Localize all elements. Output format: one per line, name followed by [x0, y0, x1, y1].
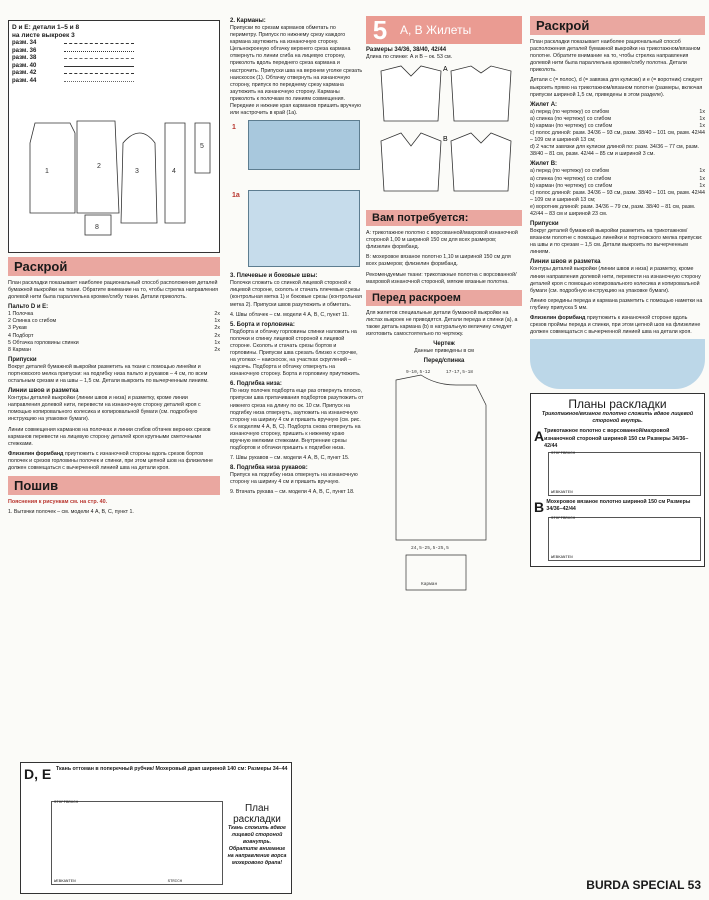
de-selvage: WEBKANTEN [54, 880, 76, 884]
pripuski-text: Вокруг деталей бумажной выкройки разметить на ткани с помощью линейки и портновского мелка припуски: на подгибку низа пальто и рукавов – 4 см, по всем остальным срезам и на швы – 1,5 см. Детали выкроить по вычерченным линиям. [8, 363, 209, 385]
column-3 [366, 0, 522, 600]
section-number: 5 [372, 14, 388, 45]
step-1: 1. Вытачки полочек – см. модели 4 А, В, С, пункт 1. [8, 509, 134, 516]
box-title-2: на листе выкроек 3 [12, 32, 75, 39]
size-34: разм. 34 [12, 40, 37, 46]
need-heading: Вам потребуется: [366, 210, 522, 226]
step-7: 7. Швы рукавов – см. модели 4 А, В, С, пункт 15. [230, 455, 350, 462]
pripuski2-text: Вокруг деталей бумажной выкройки разметить на трикотажном/вязаном полотне с помощью линейки и портновского мелка припуски: на швы и по срезам – 1,5 см. Детали выкроить по вычерченным линиям. [530, 228, 703, 256]
linii2-text: Контуры деталей выкройки (линии швов и низа) и разметку, кроме линии направления долевой нити, перевести на изнаночную сторону деталей кроя с помощью копировального колесика и копировальной бумаги (см. подробную инструкцию на упаковке бумаги). [530, 266, 701, 294]
pocket-figures [230, 120, 364, 270]
de-text: Ткань оттоман в поперечный рубчик/ Мохеровый драп шириной 140 см: Размеры 34–44 [56, 766, 288, 772]
step-6-text: По низу полочек подборта еще раз отвернуть плоско, припуски шва притачивания подбортов разутюжить от нижнего среза на длину по ок. 10 см. Припуск на подгибку низа отвернуть, заутюжить на изнаночную сторону на ширину 4 см и пришить вручную (см. рис. 6 к моделям 4 А, В, С). Подборта снова отвернуть на изнаночную сторону, пришить к нижнему краю вручную мелкими стежками. Внутренние срезы подбортов и обтачки пришить к подгибке низа. [230, 388, 364, 452]
step-3-text: Полочки сложить со спинкой лицевой стороной к лицевой стороне, сколоть и стачать плечевые срезы (контрольная метка 1) и боковые срезы (контрольная метка 2). Припуски швов разутюжить и обметать. [230, 280, 362, 308]
plan-a-letter: A [534, 428, 545, 445]
length-text: Длина по спинке: А и В – ок. 53 см. [366, 54, 453, 60]
svg-text:3: 3 [135, 168, 139, 175]
parts-title: Пальто D и E: [8, 304, 49, 311]
rec-text: Рекомендуемые ткани: трикотажные полотна с ворсованной/махровой изнаночной стороной, мягкие вязаные полотна. [366, 271, 517, 285]
plan-b-fold: STOFFBRUCH [551, 516, 576, 521]
step-8-title: 8. Подгибка низа рукавов: [230, 465, 308, 472]
plan-title: Планы раскладки [568, 397, 667, 412]
flizelin-text: приутюжить с изнаночной стороны вдоль срезов бортов полочек и срезов горловины полочек и спинки, при этом цепной шов на флизелине должен совмещаться с вычерченной линией шва на детали кроя. [8, 450, 213, 471]
plan-a-fold: STOFFBRUCH [551, 451, 576, 456]
plan-a-text: Трикотажное полотно с ворсованной/махровой изнаночной стороной шириной 150 см Размеры 34/36–42/44 [544, 428, 689, 449]
vest-illustrations [366, 61, 522, 201]
fig-1-pocket [248, 120, 360, 170]
footer [586, 878, 701, 892]
box-title-1: D и E: детали 1–5 и 8 [12, 24, 80, 31]
plan-b [534, 499, 701, 515]
size-38: разм. 38 [12, 55, 37, 61]
svg-text:17-17,5-18: 17-17,5-18 [446, 370, 474, 376]
pripuski2-title: Припуски [530, 221, 559, 228]
layout-plans-box [530, 393, 705, 566]
pattern-pieces-diagram [15, 113, 215, 243]
svg-text:9-10,5-12: 9-10,5-12 [406, 370, 431, 376]
chertezh-label: Перед/спинка [423, 358, 465, 365]
linii-text-2: Линии совмещения карманов на полочках и линии сгибов обтачек верхних срезов карманов перевести на лицевую сторону деталей кроя крупными сметочными стежками. [8, 426, 211, 447]
size-44: разм. 44 [12, 77, 37, 84]
step-3-title: 3. Плечевые и боковые швы: [230, 273, 318, 280]
karmany-text: Припуски по срезам карманов обметать по периметру. Припуск по нижнему срезу каждого кармана заутюжить на изнаночную сторону. Цельнокроеную обтачку верхнего среза кармана отвернуть по линии сгиба на лицевую сторону, приколоть вдоль переднего среза кармана и настрочить. Припуски шва на верхнем уголке срезать наискосок (1). Обтачку отвернуть на изнаночную сторону, припуск по переднему срезу кармана заутюжить на изнаночную сторону. Карманы приколоть к полочкам по линиям совмещения. Передние и нижние края карманов пришить вручную или настрочить в край (1а). [230, 25, 363, 117]
column-4 [530, 0, 705, 567]
pered-heading: Перед раскроем [366, 290, 522, 306]
de-edge: STRICH [167, 880, 182, 884]
plan-b-layout [548, 517, 701, 561]
step-5-title: 5. Борта и горловина: [230, 321, 295, 328]
step-5-text: Подборта и обтачку горловины спинки наложить на полочки и спинку лицевой стороной к лицевой стороне. Сколоть и стачать срезы бортов и горловины. Припуски шва срезать близко к строчке, на уголках – наискосок, на участках скруглений – надсечь. Подборта и обтачку отвернуть на изнаночную сторону. Борта и горловину приутюжить. [230, 328, 361, 378]
linii2-title: Линии швов и разметка [530, 259, 601, 266]
raskroy2-heading: Раскрой [530, 16, 705, 35]
bottom-plan-title: План раскладки [233, 803, 281, 825]
raskroy-heading: Раскрой [8, 257, 220, 276]
step-4: 4. Швы обтачек – см. модели 4 А, В, С, пункт 11. [230, 311, 349, 318]
poshiv-note: Пояснения к рисункам см. на стр. 40. [8, 499, 108, 506]
karmany-title: 2. Карманы: [230, 18, 266, 24]
linii-title: Линии швов и разметка [8, 388, 79, 395]
fig-1a-label: 1а [232, 192, 240, 200]
fig-1a-pocket [248, 190, 360, 267]
flizelin-title: Флизелин формбанд [8, 450, 64, 457]
raskroy-text: План раскладки показывает наиболее рациональный способ расположения деталей бумажной выкройки на ткани. Обратите внимание на то, чтобы стрелка направления долевой нити была параллельна кромке/сгибу ткани. Детали приколоть. [8, 280, 218, 301]
plan-note: Трикотажное/вязаное полотно сложить вдвое лицевой стороной внутрь. [541, 411, 694, 425]
step-6-title: 6. Подгибка низа: [230, 381, 282, 388]
chertezh-sub: Данные приведены в см [414, 348, 474, 355]
bottom-layout-box [20, 762, 292, 894]
size-36: разм. 36 [12, 47, 37, 54]
column-2 [230, 0, 364, 500]
step-8-text: Припуск на подгибку низа отвернуть на изнаночную сторону на ширину 4 см и пришить вручную. [230, 472, 358, 486]
pripuski-title: Припуски [8, 356, 37, 363]
vest-a-list: а) перед (по чертежу) со сгибом 1x а) спинка (по чертежу) со сгибом 1x b) карман (по чертежу) со сгибом 1x с) полос длиной: разм. 34/36 – 93 см, разм. 38/40 – 101 см, разм. 42/44 – 109 см и шириной 13 см; d) 2 части завязки для кулиски длиной по: разм. 34/36 – 77 см, разм. 38/40 – 81 см, разм. 42/44 – 85 см и шириной 3 см. [530, 108, 705, 158]
bottom-plan-caption [226, 803, 288, 868]
vest-b-title: Жилет В: [530, 161, 558, 168]
plan-a [534, 428, 701, 449]
size-legend [12, 40, 216, 85]
vest-b-list: а) перед (по чертежу) со сгибом 1x а) спинка (по чертежу) со сгибом 1x b) карман (по чертежу) со сгибом 1x с) полос длиной: разм. 34/36 – 93 см, разм. 38/40 – 101 см, разм. 42/44 – 109 см и шириной 13 см; е) воротник длиной: разм. 34/36 – 79 см, разм. 38/40 – 81 см, разм. 42/44 – 83 см и шириной 23 см. [530, 168, 705, 217]
size-40: разм. 40 [12, 62, 37, 69]
pocket-label: Карман [421, 582, 438, 588]
flizelin2-title: Флизелин формбанд [530, 315, 586, 321]
plan-a-layout [548, 452, 701, 496]
linii2-text-2: Линию середины переда и кармана разметить с помощью наметки на глубину припуска 5 мм. [530, 297, 703, 311]
bottom-plan-note-2: Обратите внимание на направление ворса мохерового драпа! [227, 846, 287, 867]
chertezh-title: Чертеж [433, 341, 455, 348]
draft-drawing [366, 365, 522, 595]
poshiv-heading: Пошив [8, 476, 220, 495]
svg-text:5: 5 [200, 143, 204, 150]
footer-brand: BURDA SPECIAL [586, 878, 685, 892]
chertezh-header [366, 341, 522, 364]
svg-text:24,5-25,5-25,5: 24,5-25,5-25,5 [411, 546, 449, 552]
collar-illustration [530, 339, 705, 389]
svg-text:1: 1 [45, 168, 49, 175]
de-layout [51, 801, 223, 885]
plan-a-selvage: WEBKANTEN [551, 490, 573, 495]
linii-text: Контуры деталей выкройки (линии швов и низа) и разметку, кроме линии направления долевой нити, перевести на изнаночную сторону деталей кроя с помощью копировального колесика и копировальной бумаги (см. подробную инструкцию на упаковке бумаги). [8, 395, 201, 423]
raskroy2-text: План раскладки показывает наиболее рациональный способ расположения деталей бумажной выкройки на трикотажном/вязаном полотне. Обратите внимание на то, чтобы стрелка направления долевой нити была параллельна кромке/сгибу полотна. Детали приколоть. [530, 39, 701, 74]
de-label: D, E [24, 766, 52, 782]
vest-b-label: B [443, 136, 448, 144]
need-a: А: трикотажное полотно с ворсованной/махровой изнаночной стороной 1,00 м шириной 150 см для всех размеров; флизелин формбанд. [366, 230, 518, 251]
bottom-plan-note: Ткань сложить вдвое лицевой стороной вовнутрь. [227, 825, 286, 846]
flizelin2-text: приутюжить к изнаночной стороне вдоль срезов проймы переда и спинки, при этом цепной шов на флизелине должен совмещаться с вычерченной линией шва на детали кроя. [530, 315, 701, 336]
sizes-text: Размеры 34/36, 38/40, 42/44 [366, 47, 447, 53]
svg-text:4: 4 [172, 168, 176, 175]
svg-text:8: 8 [95, 224, 99, 231]
plan-b-text: Мохеровое вязаное полотно шириной 150 см Размеры 34/36–42/44 [546, 498, 691, 512]
vest-a-title: Жилет А: [530, 101, 558, 108]
step-9: 9. Втачать рукава – см. модели 4 А, В, С, пункт 18. [230, 489, 355, 496]
de-fold: STOFFBRUCH [54, 801, 79, 805]
column-1 [8, 0, 220, 519]
parts-list: 1 Полочка 2x 2 Спинка со сгибом 1x 3 Рукав 2x 4 Подборт 2x 5 Обтачка горловины спинки 1x 8 Карман 2x [8, 311, 220, 353]
size-42: разм. 42 [12, 70, 37, 76]
svg-text:2: 2 [97, 163, 101, 170]
footer-page-number: 53 [687, 878, 701, 892]
fig-1-label: 1 [232, 124, 236, 132]
section-5-header [366, 16, 522, 44]
plan-b-selvage: WEBKANTEN [551, 555, 573, 560]
need-b: В: мохеровое вязаное полотно 1,10 м шириной 150 см для всех размеров; флизелин формбанд. [366, 254, 511, 268]
sizes-box [8, 20, 220, 253]
section-title: А, В Жилеты [400, 23, 472, 37]
vest-a-label: A [443, 66, 448, 74]
pered-text: Для жилетов специальные детали бумажной выкройки на листах выкроек не приводятся. Детали переда и спинки (а), а также деталь кармана (b) в натуральную величину следует изготовить самостоятельно по чертежу. [366, 309, 518, 338]
raskroy2-text-2: Детали с (= полос), d (= завязка для кулиски) и е (= воротник) следует выкроить прямо на трикотажном/вязаном полотне (размеры, включая припуски шириной 1,5 см, приведены в этом разделе). [530, 77, 703, 98]
plan-b-letter: B [534, 498, 545, 515]
